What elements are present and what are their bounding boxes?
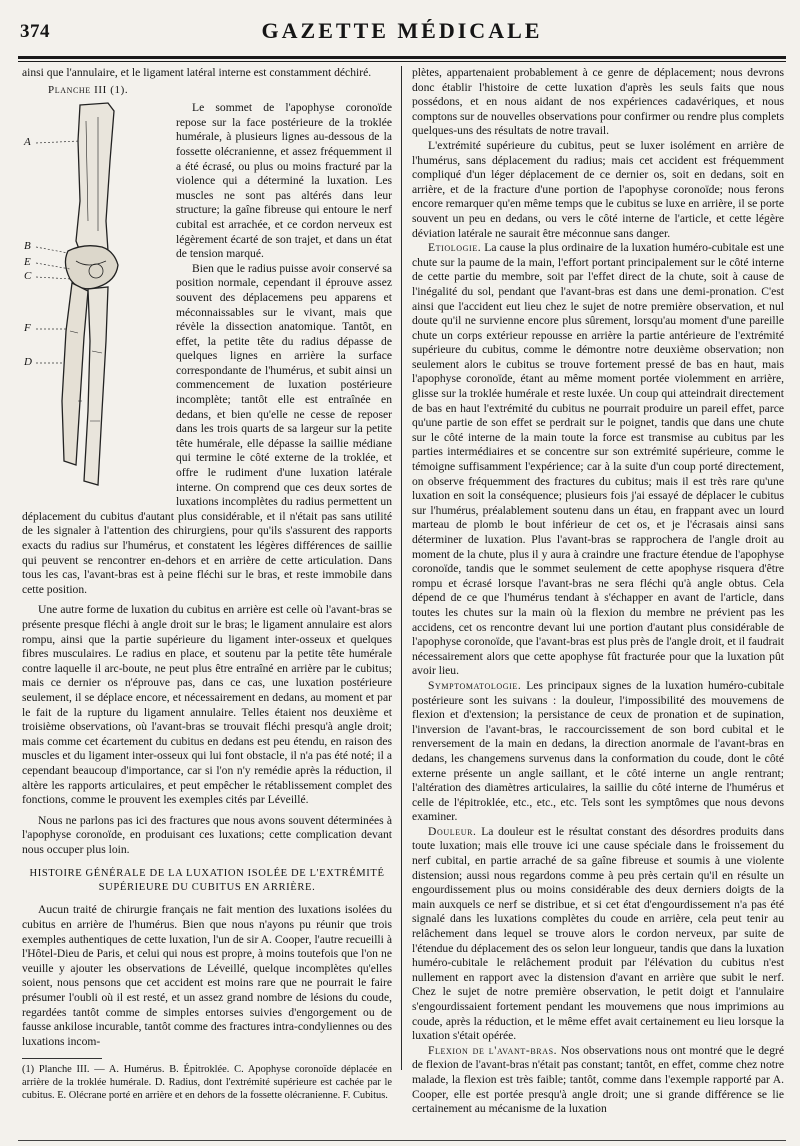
elbow-figure — [22, 101, 168, 497]
journal-title: GAZETTE MÉDICALE — [261, 18, 543, 43]
elbow-bone-illustration — [22, 101, 168, 497]
intro-line: ainsi que l'annulaire, et le ligament latéral interne est constamment déchiré. — [22, 66, 372, 79]
flexion-text: Nos observations nous ont montré que le degré de flexion de l'avant-bras n'était pas constant; tantôt, en effet, comme chez notre malade, la flexion est très faible; tantôt, comme dans l'exemple rapporté par A. Cooper, elle est portée presqu'à angle droit; une si grande différence se lie certainement au mécanisme de la luxation — [412, 1043, 784, 1116]
footnote-rule — [22, 1058, 102, 1059]
paragraph: L'extrémité supérieure du cubitus, peut se luxer isolément en arrière de l'humérus, sans déplacement du radius; mais cet accident est fréquemment compliqué d'un léger déplacement de ce dernier os, soit en dedans, soit en arrière, et de la fracture d'une portion de l'apophyse coronoïde; nous ferons encore remarquer qu'en même temps que le cubitus se luxe en arrière, il se porte souvent un peu en dedans, ou vers le côté interne de l'article, et cette légère déviation latérale ne saurait être méconnue sans danger. — [412, 138, 784, 240]
paragraph: Le sommet de l'apophyse coronoïde repose sur la face postérieure de la troklée humérale, à plusieurs lignes au-dessous de la fossette olécranienne, et assez fréquemment il a été écrasé, ou plus ou moins fracturé par la violence qui a déterminé la luxation. Les muscles ne sont pas altérés dans leur structure; la gaîne fibreuse qui entoure le nerf cubital est arrachée, et ce cordon nerveux est légèrement écarté de son trajet, et dans un état de tension marqué. — [176, 101, 392, 261]
figure-letter-d: D — [24, 356, 32, 369]
page-header — [18, 18, 786, 52]
etiology-paragraph — [412, 241, 784, 679]
header-rule — [18, 56, 786, 59]
pain-label: Douleur. — [428, 824, 477, 838]
paragraph: Bien que le radius puisse avoir conservé sa position normale, cependant il éprouve assez souvent des déplacemens peu apparens et méconnaissables sur le vivant, mais que révèle la dissection anatomique. Tantôt, en effet, la petite tête du radius dépasse de quelques lignes en arrière la surface correspondante de l'humérus, et subit ainsi un commencement de luxation postérieure incomplète; tantôt elle est entraînée en dedans, et bien qu'elle ne cesse de reposer dans les trois quarts de sa largeur sur la petite tête humérale, elle dépasse la saillie médiane qui termine le côté externe de la troklée, et offre le rudiment d'une luxation latérale interne. On comprend que ces deux sortes de luxations incomplètes du radius permettent un déplacement du cubitus d'autant plus considérable, et il n'était pas sans utilité de les signaler à l'attention des chirurgiens, pour qu'ils s'assurent des rapports exacts du radius sur l'humérus, et constatent les légères différences de saillie qui peuvent se rencontrer en-dehors et en arrière de cette articulation. Dans tous les cas, l'avant-bras est à peine fléchi sur le bras, et reste immobile dans cette position. — [22, 261, 392, 596]
column-divider — [401, 66, 402, 1070]
page-number: 374 — [20, 21, 50, 42]
symptom-label: Symptomatologie. — [428, 678, 522, 692]
figure-letter-b: B — [24, 240, 31, 253]
figure-letter-e: E — [24, 256, 31, 269]
pain-paragraph — [412, 825, 784, 1044]
symptom-paragraph — [412, 679, 784, 825]
bottom-rule — [18, 1140, 786, 1141]
pain-text: La douleur est le résultat constant des désordres produits dans toute luxation; mais elle trouve ici une cause spéciale dans le froissement du nerf cubital, en partie arraché de sa gaîne fibreuse et soumis à une violente distension; aussi nous regardons comme à peu près certain qu'il en résulte un engourdissement plus ou moins considérable des deux derniers doigts de la main auxquels ce nerf se distribue, et si cet état d'engourdissement n'a pas été signalé dans les luxations complètes du coude en arrière, cela peut tenir au relâchement dans lequel se trouve alors le cordon nerveux, par suite de l'étendue du déplacement des os selon leur longueur, tandis que dans la luxation huméro-cubitale le relâchement produit par l'élévation du cubitus n'est nullement en rapport avec la distension d'avant en arrière que subit le nerf. Chez le sujet de notre première observation, le petit doigt et l'annulaire s'engourdissaient fortement pendant les mouvemens que nous imprimions au coude, après la réduction, et le même effet avait certainement eu lieu lorsque la luxation s'était opérée. — [412, 824, 784, 1043]
figure-letter-f: F — [24, 322, 31, 335]
paragraph: Aucun traité de chirurgie français ne fait mention des luxations isolées du cubitus en arrière de l'humérus. Bien que nous n'ayons pu réunir que trois exemples authentiques de cette luxation, l'un de sir A. Cooper, l'autre recueilli à l'Hôtel-Dieu de Paris, et celui qui nous est propre, à moins toutefois que l'on ne veuille y ajouter les observations de Léveillé, quelque incomplètes qu'elles soient, nous pensons que cet accident est moins rare que ne pourrait le faire présumer l'oubli où il est resté, et un assez grand nombre de lésions du coude, regardées tantôt comme de simples entorses suivies d'engorgement ou de fausse ankilose incurable, tantôt comme des fractures intra-condyliennes ou des luxations incom- — [22, 903, 392, 1048]
left-column — [22, 66, 392, 1049]
etiology-label: Etiologie. — [428, 241, 482, 255]
flexion-label: Flexion de l'avant-bras. — [428, 1043, 558, 1057]
footnote: (1) Planche III. — A. Humérus. B. Épitroklée. C. Apophyse coronoïde déplacée en arrière de la troklée humérale. D. Radius, dont l'extrémité supérieure est cachée par le cubitus. E. Olécrane porté en arrière et en dehors de la fossette olécranienne. F. Cubitus. — [22, 1064, 392, 1101]
plate-label: Planche III (1). — [48, 83, 129, 96]
section-heading: HISTOIRE GÉNÉRALE DE LA LUXATION ISOLÉE DE L'EXTRÉMITÉ SUPÉRIEURE DU CUBITUS EN ARRIÈRE. — [29, 868, 385, 894]
figure-letter-a: A — [24, 136, 31, 149]
symptom-text: Les principaux signes de la luxation huméro-cubitale postérieure sont les suivans : la douleur, l'impossibilité des mouvemens de flexion et d'extension; la persistance de ceux de pronation et de supination, l'inversion de l'avant-bras, le raccourcissement de son bord cubital et le renversement de la main en dedans, la direction anormale de l'avant-bras en dedans, les changemens survenus dans la conformation du coude, dont le côté externe présente un angle saillant, et le côté interne un angle rentrant; l'altération des diamètres articulaires, la saillie du côté interne de l'humérus et celle de l'épitroklée, etc., etc., etc. Tels sont les symptômes que nous devons examiner. — [412, 678, 784, 824]
header-rule-thin — [18, 61, 786, 62]
right-column — [412, 66, 784, 1117]
flexion-paragraph — [412, 1044, 784, 1117]
paragraph: plètes, appartenaient probablement à ce genre de déplacement; nous devrons donc établir l'histoire de cette luxation d'après les seuls faits que nous possédons, et en nous aidant de nos expériences cadavériques, et nous comptons sur de nouvelles observations pour confirmer ou rendre plus complets quelques-uns des résultats de notre travail. — [412, 66, 784, 138]
figure-letter-c: C — [24, 270, 32, 283]
paragraph: Nous ne parlons pas ici des fractures que nous avons souvent déterminées à l'apophyse coronoïde, en produisant ces luxations; cette complication devant nous occuper plus loin. — [22, 813, 392, 856]
etiology-text: La cause la plus ordinaire de la luxation huméro-cubitale est une chute sur la paume de la main, l'effort portant principalement sur le côté interne de cette partie du membre, soit par l'effet direct de la chute, soit à cause de l'inégalité du sol, pendant que l'avant-bras est dans une demi-pronation. C'est ainsi que l'accident eut lieu chez le sujet de notre première observation, et nul doute qu'il ne survienne encore plus sûrement, lorsqu'au moment d'une pareille chute un corps extérieur repousse en arrière la partie antérieure de l'extrémité supérieure du cubitus, comme le démontre notre deuxième observation; non seulement alors le cubitus se trouve fortement pressé de bas en haut, mais l'apophyse coronoïde, étant au même moment portée violemment en arrière, glisse sur la troklée humérale et reste luxée. Un coup qui atteindrait directement de bas en haut l'extrémité du cubitus ne pourrait produire un pareil effet, parce qu'une partie de son effet se perdrait sur le poignet, tandis que dans une chute sur le côté interne de la main toute la force est transmise au cubitus par les parties intermédiaires et se concentre sur son extrémité supérieure, comme le témoigne suffisamment l'expérience; car à la suite d'un coup porté directement, on observe fréquemment des fractures du cubitus; mais il est très rare qu'une luxation en soit la conséquence; plusieurs fois j'ai essayé de déplacer le cubitus sur l'humérus, préalablement soutenu dans un étau, en frappant avec un lourd marteau de plomb le bout inférieur de cet os, et je l'écrasais ainsi sans déterminer de luxation. Plus l'avant-bras se rapprochera de l'angle droit au moment de la chute, plus il y aura à craindre une fracture étendue de l'apophyse coronoïde, tandis que le sommet seulement de cette apophyse risquera d'être rompu et écrasé lorsque l'avant-bras ne sera fléchi qu'à angle obtus. Cela dépend de ce que l'humérus tendant à s'échapper en avant de l'article, dans toutes les chutes sur la main où la flexion du membre ne prévient pas les accidens, cet os rencontre devant lui une portion d'autant plus considérable de l'apophyse coronoïde, que l'avant-bras est plus près de l'angle droit, et il faudrait nécessairement alors que cette apophyse fût fracturée pour que la luxation pût avoir lieu. — [412, 241, 785, 678]
paragraph: Une autre forme de luxation du cubitus en arrière est celle où l'avant-bras se présente presque fléchi à angle droit sur le bras; le ligament annulaire est alors rompu, ainsi que la partie supérieure du ligament inter-osseux et quelques fibres musculaires. Le radius en place, et soutenu par la petite tête humérale contre laquelle il arc-boute, ne peut plus être entraîné en arrière par le cubitus; mais ce dernier os n'éprouve pas, dans ce cas, une luxation postérieure seulement, il se déplace encore, et nécessairement en dedans, au moment et par le fait de la rupture du ligament annulaire. Telles étaient nos deuxième et troisième observations, où l'avant-bras se trouvait fléchi presqu'à angle droit; mais comme cet écartement du cubitus en dedans est peu étendu, en raison des muscles et du ligament inter-osseux qui lui font obstacle, il n'a pas été noté; il a cependant beaucoup d'importance, car si l'on n'y remédie après la réduction, il altère les rapports articulaires, et peut empêcher le rétablissement complet des fonctions, comme le prouvent les exemples cités par Léveillé. — [22, 603, 392, 807]
